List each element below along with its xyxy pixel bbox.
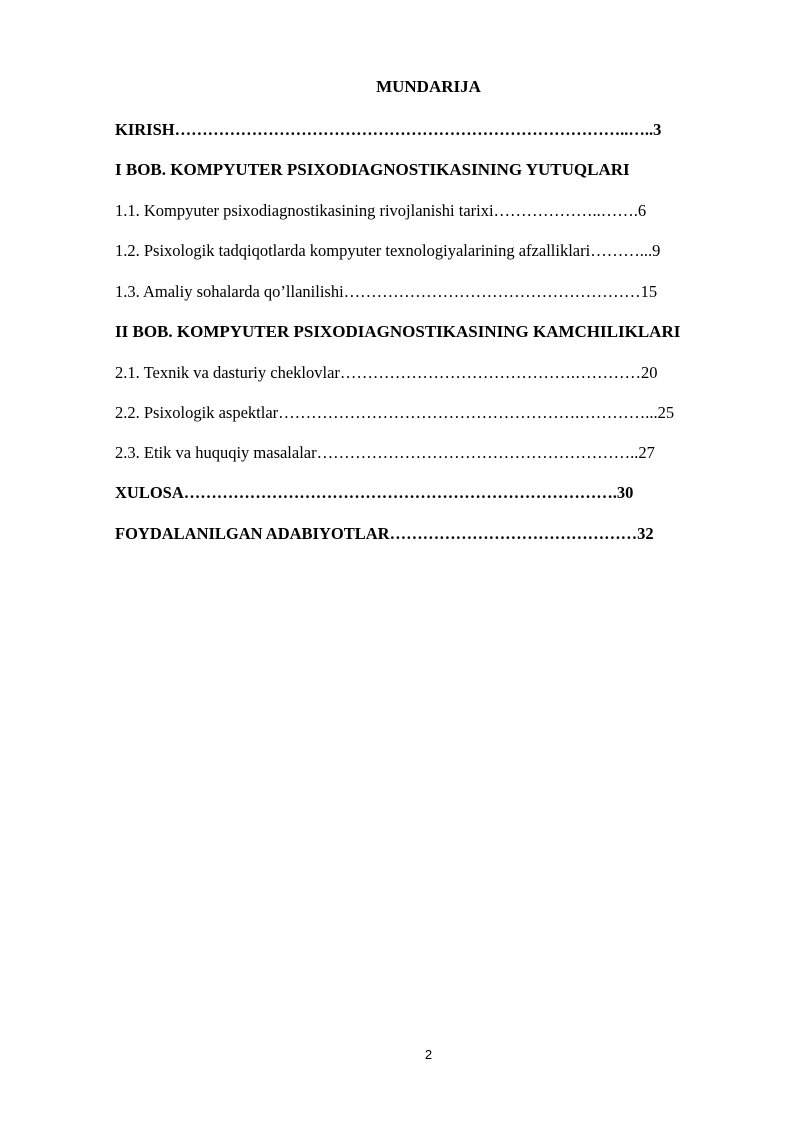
toc-chapter-1: I BOB. KOMPYUTER PSIXODIAGNOSTIKASINING YUTUQLARI [115,160,630,179]
toc-chapter-2: II BOB. KOMPYUTER PSIXODIAGNOSTIKASINING KAMCHILIKLARI [115,322,681,341]
toc-entry-adabiyotlar: FOYDALANILGAN ADABIYOTLAR………………………………………32 [115,524,654,543]
toc-entry-1-1: 1.1. Kompyuter psixodiagnostikasining rivojlanishi tarixi………………..…….6 [115,201,647,220]
toc-entry-2-1: 2.1. Texnik va dasturiy cheklovlar…………………………………….…………20 [115,363,658,382]
page-number: 2 [424,1047,433,1062]
toc-entry-1-2: 1.2. Psixologik tadqiqotlarda kompyuter texnologiyalarining afzalliklari………...9 [115,241,661,260]
toc-entry-kirish: KIRISH………………………………………………………………………..…..3 [115,120,662,139]
toc-entry-1-3: 1.3. Amaliy sohalarda qo’llanilishi………………………………………………15 [115,282,658,301]
toc-entry-xulosa: XULOSA…………………………………………………………………….30 [115,483,634,502]
page-title: MUNDARIJA [376,77,481,96]
toc-entry-2-2: 2.2. Psixologik aspektlar……………………………………………….…………...25 [115,403,675,422]
toc-entry-2-3: 2.3. Etik va huquqiy masalalar…………………………………………………..27 [115,443,655,462]
